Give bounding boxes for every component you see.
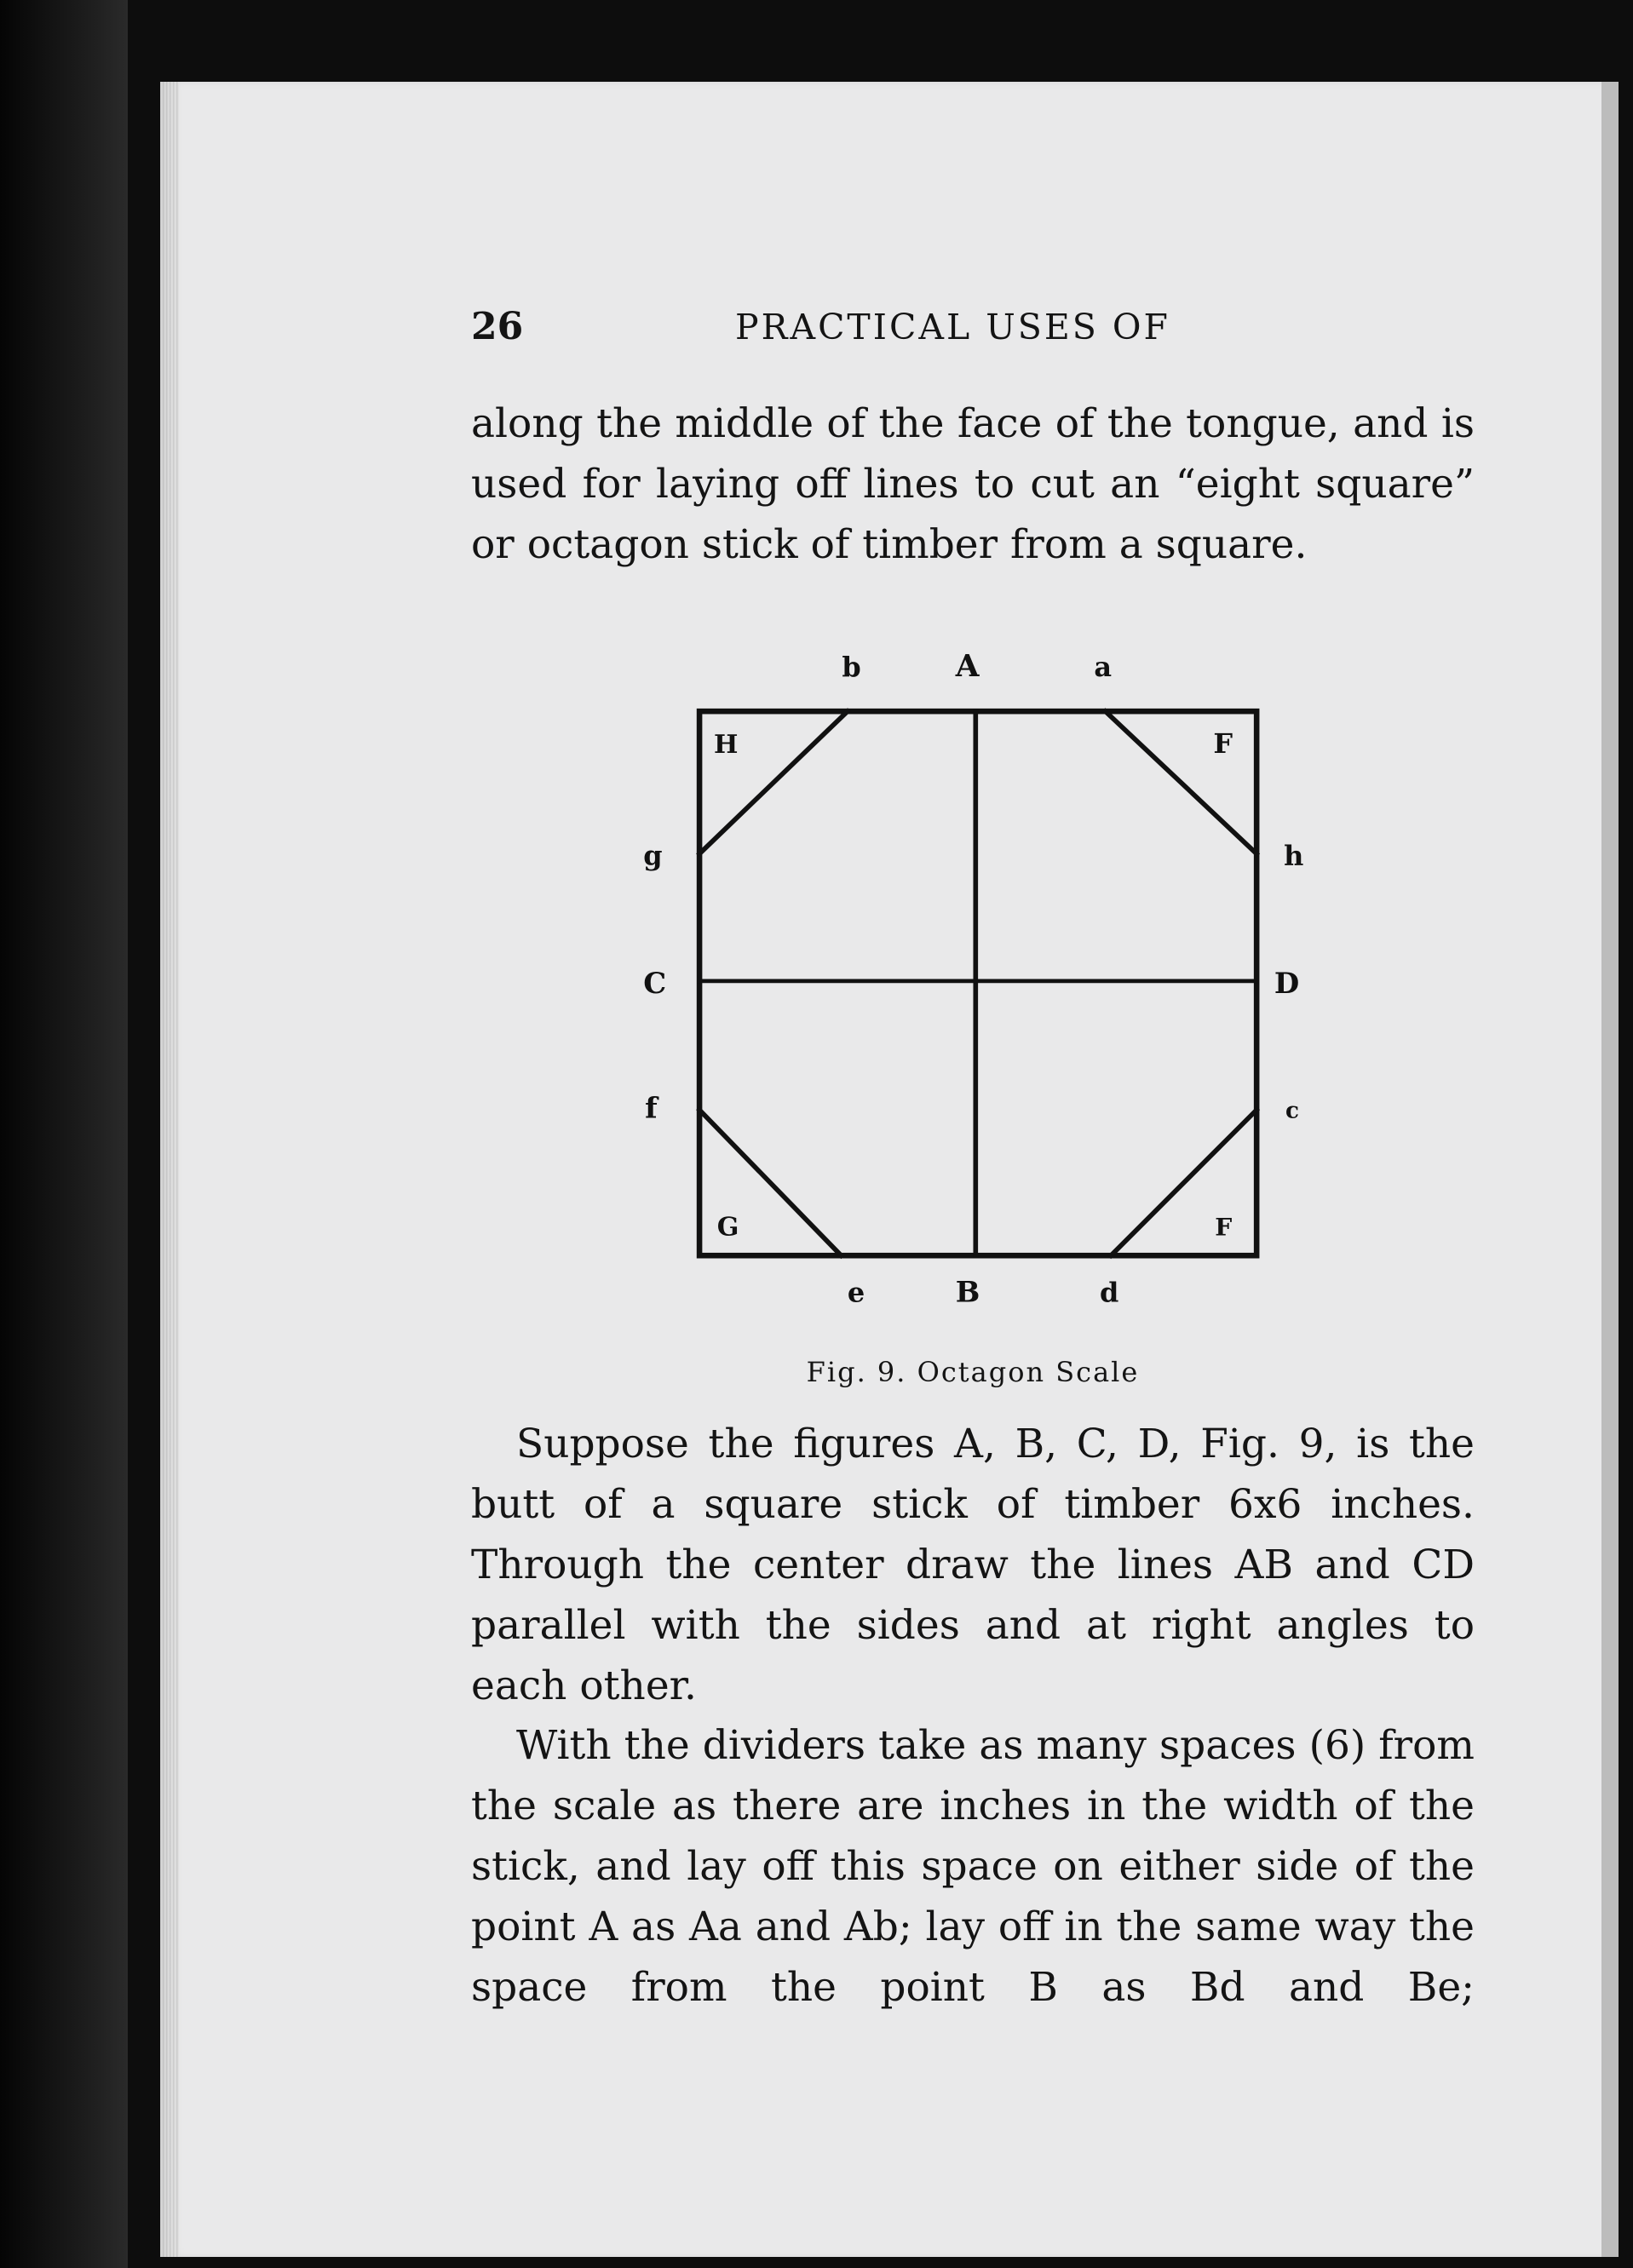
page-number: 26 [471,305,524,348]
label-g: g [643,839,663,872]
octagon-scale-figure [596,647,1363,1312]
scan-left-margin [0,0,128,2268]
label-e: e [847,1276,865,1309]
figure-caption: Fig. 9. Octagon Scale [806,1356,1140,1388]
paragraph-1: along the middle of the face of the tongue, and is used for laying off lines to cut an “eight square” or octagon stick of timber from a square. [471,400,1475,568]
label-c: c [1285,1097,1300,1124]
label-D: D [1274,965,1300,1000]
label-b-top: b [842,650,861,683]
paragraph-3: With the dividers take as many spaces (6) from the scale as there are inches in the width of the stick, and lay off this space on either side of the point A as Aa and Ab; lay off in the same way the space from the point B as Bd and Be; [471,1722,1475,2011]
label-G: G [716,1212,739,1243]
label-a: a [1094,650,1113,683]
page-right-edge [1601,82,1619,2257]
label-d: d [1099,1276,1119,1309]
page-binding-edge [160,82,179,2257]
label-A: A [955,647,980,684]
label-F-top: F [1213,727,1233,761]
paragraph-2: Suppose the figures A, B, C, D, Fig. 9, is the butt of a square stick of timber 6x6 inches. Through the center draw the lines AB and CD parallel with the sides and at right angles to each other. [471,1421,1475,1709]
label-B: B [955,1274,980,1309]
running-title: PRACTICAL USES OF [735,307,1170,347]
diagonal-a-h [1106,711,1257,853]
label-f: f [645,1090,658,1125]
running-head [471,305,1476,356]
label-H: H [714,730,739,761]
label-F-bottom: F [1215,1213,1233,1242]
label-C: C [643,965,667,1000]
label-h: h [1284,839,1304,872]
diagonal-c-d [1111,1110,1256,1255]
